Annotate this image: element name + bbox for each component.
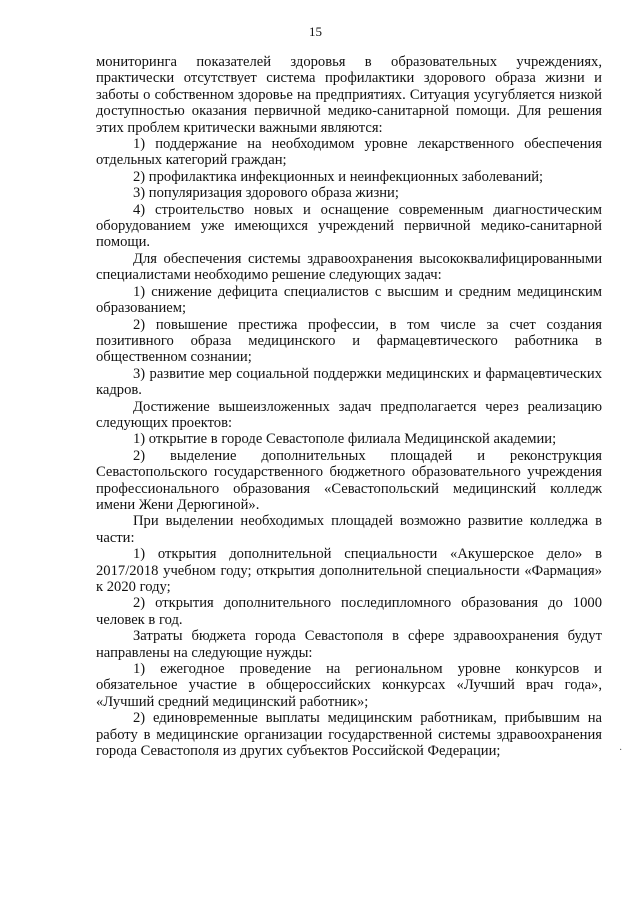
scan-speck: · [619,745,623,756]
paragraph: 1) открытие в городе Севастополе филиала Медицинской академии; [133,431,557,448]
paragraph: 1) поддержание на необходимом уровне лекарственного обеспечения отдельных категорий граждан; [96,136,602,169]
paragraph: При выделении необходимых площадей возможно развитие колледжа в части: [96,513,602,546]
paragraph: Достижение вышеизложенных задач предполагается через реализацию следующих проектов: [96,398,602,431]
paragraph: 2) повышение престижа профессии, в том числе за счет создания позитивного образа медицинского и фармацевтического работника в общественном сознании; [96,316,602,366]
paragraph: 2) единовременные выплаты медицинским работникам, прибывшим на работу в медицинские организации государственной системы здравоохранения города Севастополя из других субъектов Российской Федерации; [96,710,602,760]
paragraph: 1) открытия дополнительной специальности «Акушерское дело» в 2017/2018 учебном году; открытия дополнительной специальности «Фармация» к 2020 году; [96,546,602,595]
paragraph: Затраты бюджета города Севастополя в сфере здравоохранения будут направлены на следующие нужды: [96,628,602,661]
paragraph: 2) профилактика инфекционных и неинфекционных заболеваний; [133,168,544,185]
page-number: 15 [309,24,322,39]
paragraph: мониторинга показателей здоровья в образовательных учреждениях, практически отсутствует система профилактики здорового образа жизни и заботы о собственном здоровье на предприятиях. Ситуация усугубляется низкой доступностью оказания первичной медико-санитарной помощи. Для решения этих проблем критически важными являются: [96,54,602,136]
paragraph: Для обеспечения системы здравоохранения высококвалифицированными специалистами необходимо решение следующих задач: [96,250,602,284]
paragraph: 3) развитие мер социальной поддержки медицинских и фармацевтических кадров. [96,365,602,399]
paragraph: 4) строительство новых и оснащение современным диагностическим оборудованием уже имеющихся учреждений первичной медико-санитарной помощи. [96,201,602,251]
paragraph: 1) ежегодное проведение на региональном уровне конкурсов и обязательное участие в общероссийских конкурсах «Лучший врач года», «Лучший средний медицинский работник»; [96,661,602,710]
paragraph: 2) открытия дополнительного последипломного образования до 1000 человек в год. [96,595,602,628]
paragraph: 1) снижение дефицита специалистов с высшим и средним медицинским образованием; [96,283,602,317]
paragraph: 2) выделение дополнительных площадей и реконструкция Севастопольского государственного бюджетного образовательного учреждения профессионального образования «Севастопольский медицинский колледж имени Жени Дерюгиной». [96,447,602,513]
document-body [96,54,602,759]
paragraph: 3) популяризация здорового образа жизни; [133,185,399,202]
